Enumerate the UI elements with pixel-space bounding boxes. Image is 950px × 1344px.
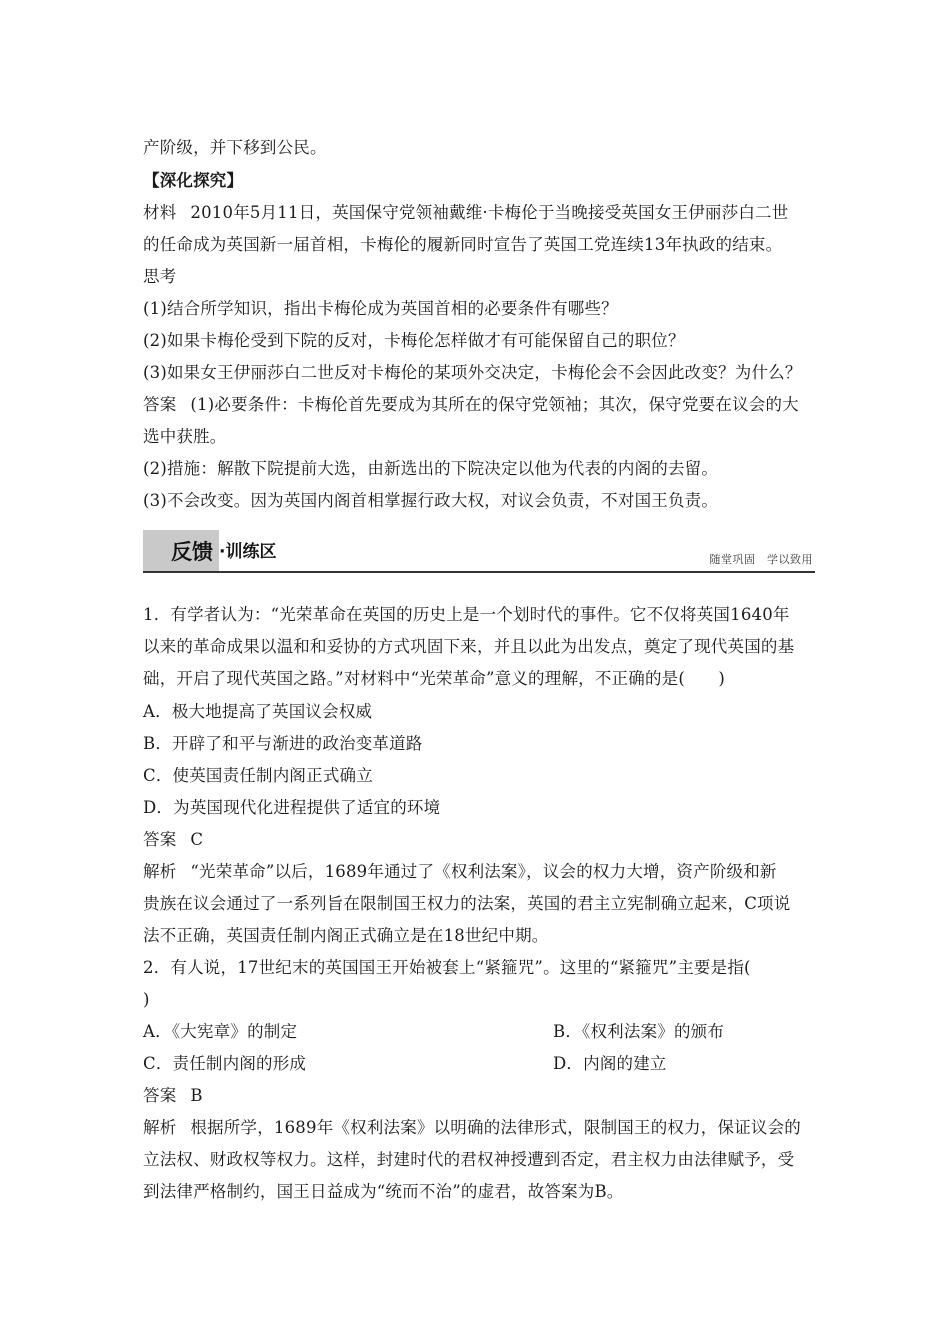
question-2-line: 2．有人说，17世纪末的英国国王开始被套上“紧箍咒”。这里的“紧箍咒”主要是指( bbox=[143, 958, 751, 977]
material-label: 材料 bbox=[143, 203, 177, 222]
answer-label: 答案 bbox=[143, 830, 177, 849]
banner-rule bbox=[143, 571, 815, 573]
section-banner bbox=[143, 530, 815, 574]
answer-label: 答案 bbox=[143, 395, 177, 414]
option-a: A．极大地提高了英国议会权威 bbox=[143, 702, 373, 721]
analysis-line: 贵族在议会通过了一系列旨在限制国王权力的法案，英国的君主立宪制确立起来，C项说 bbox=[143, 894, 791, 913]
question-line: (1)结合所学知识，指出卡梅伦成为英国首相的必要条件有哪些？ bbox=[143, 299, 618, 318]
analysis-text: 根据所学，1689年《权利法案》以明确的法律形式，限制国王的权力，保证议会的 bbox=[190, 1118, 801, 1137]
answer-line bbox=[143, 1085, 813, 1107]
option-c: C．使英国责任制内阁正式确立 bbox=[143, 766, 373, 785]
banner-subtitle: ·训练区 bbox=[219, 542, 277, 562]
answer-line: (2)措施：解散下院提前大选，由新选出的下院决定以他为代表的内阁的去留。 bbox=[143, 459, 719, 478]
analysis-label: 解析 bbox=[143, 1118, 177, 1137]
analysis-line bbox=[143, 1117, 813, 1139]
answer-value: B bbox=[190, 1086, 203, 1105]
banner-title: 反馈 bbox=[171, 540, 213, 564]
analysis-text: “光荣革命”以后，1689年通过了《权利法案》，议会的权力大增，资产阶级和新 bbox=[190, 862, 777, 881]
analysis-line: 法不正确，英国责任制内阁正式确立是在18世纪中期。 bbox=[143, 926, 549, 945]
question-1-line: 以来的革命成果以温和和妥协的方式巩固下来，并且以此为出发点，奠定了现代英国的基 bbox=[143, 637, 795, 656]
analysis-line bbox=[143, 861, 813, 883]
banner-tagline: 随堂巩固 学以致用 bbox=[709, 553, 813, 566]
option-d: D．为英国现代化进程提供了适宜的环境 bbox=[143, 798, 441, 817]
answer-line bbox=[143, 394, 813, 416]
material-line: 的任命成为英国新一届首相，卡梅伦的履新同时宣告了英国工党连续13年执政的结束。 bbox=[143, 235, 783, 254]
question-1-line: 础，开启了现代英国之路。”对材料中“光荣革命”意义的理解，不正确的是( ) bbox=[143, 669, 726, 688]
question-line: (2)如果卡梅伦受到下院的反对，卡梅伦怎样做才有可能保留自己的职位？ bbox=[143, 331, 685, 350]
answer-line: (3)不会改变。因为英国内阁首相掌握行政大权，对议会负责，不对国王负责。 bbox=[143, 491, 719, 510]
material-text: 2010年5月11日，英国保守党领袖戴维·卡梅伦于当晚接受英国女王伊丽莎白二世 bbox=[190, 203, 789, 222]
option-c: C．责任制内阁的形成 bbox=[143, 1054, 307, 1073]
answer-value: C bbox=[190, 830, 204, 849]
answer-label: 答案 bbox=[143, 1086, 177, 1105]
question-1-line: 1．有学者认为：“光荣革命在英国的历史上是一个划时代的事件。它不仅将英国1640年 bbox=[143, 605, 790, 624]
answer-text: (1)必要条件：卡梅伦首先要成为其所在的保守党领袖；其次，保守党要在议会的大 bbox=[190, 395, 799, 414]
option-row bbox=[143, 1053, 813, 1075]
option-b: B．开辟了和平与渐进的政治变革道路 bbox=[143, 734, 423, 753]
option-row bbox=[143, 1021, 813, 1043]
option-b: B．《权利法案》的颁布 bbox=[553, 1022, 725, 1041]
question-2-line: ) bbox=[143, 990, 150, 1009]
answer-line bbox=[143, 829, 813, 851]
analysis-line: 到法律严格制约，国王日益成为“统而不治”的虚君，故答案为B。 bbox=[143, 1182, 624, 1201]
think-label: 思考 bbox=[143, 267, 177, 286]
option-a: A．《大宪章》的制定 bbox=[143, 1022, 298, 1041]
question-line: (3)如果女王伊丽莎白二世反对卡梅伦的某项外交决定，卡梅伦会不会因此改变？为什么？ bbox=[143, 363, 802, 382]
material-line bbox=[143, 202, 813, 224]
text-line: 产阶级，并下移到公民。 bbox=[143, 138, 327, 157]
answer-line: 选中获胜。 bbox=[143, 427, 227, 446]
analysis-label: 解析 bbox=[143, 862, 177, 881]
section-heading: 【深化探究】 bbox=[143, 171, 244, 190]
analysis-line: 立法权、财政权等权力。这样，封建时代的君权神授遭到否定，君主权力由法律赋予，受 bbox=[143, 1150, 795, 1169]
option-d: D．内阁的建立 bbox=[553, 1054, 667, 1073]
